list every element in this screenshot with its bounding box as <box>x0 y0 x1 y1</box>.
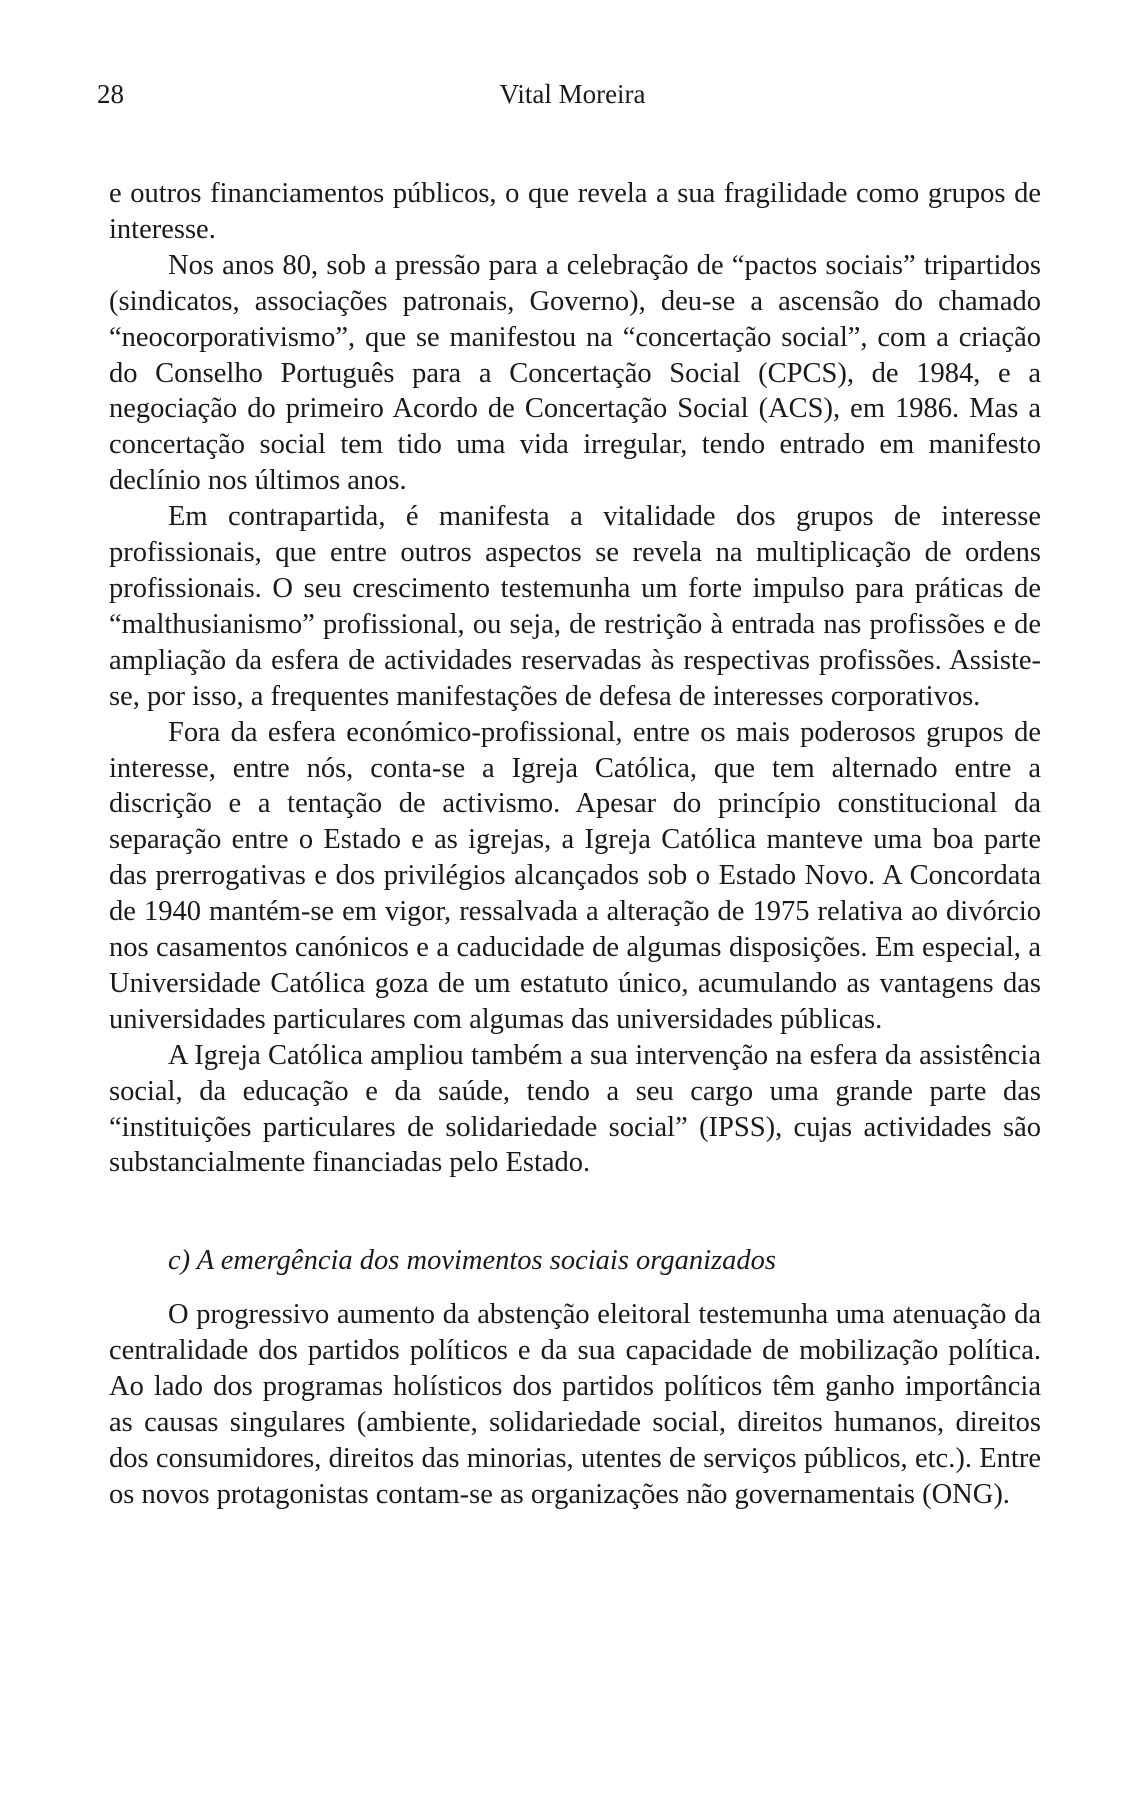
page-number: 28 <box>97 79 124 109</box>
paragraph: A Igreja Católica ampliou também a sua intervenção na esfera da assistência social, da educação e da saúde, tendo a seu cargo uma grande parte das “instituições particulares de solidariedade social” (IPSS), cujas actividades são substancialmente financiadas pelo Estado. <box>109 1039 1041 1179</box>
paragraph: Fora da esfera económico-profissional, entre os mais poderosos grupos de interesse, entre nós, conta-se a Igreja Católica, que tem alternado entre a discrição e a tentação de activismo. Apesar do princípio constitucional da separação entre o Estado e as igrejas, a Igreja Católica manteve uma boa parte das prerrogativas e dos privilégios alcançados sob o Estado Novo. A Concordata de 1940 mantém-se em vigor, ressalvada a alteração de 1975 relativa ao divórcio nos casamentos canónicos e a caducidade de algumas disposições. Em especial, a Universidade Católica goza de um estatuto único, acumulando as vantagens das universidades particulares com algumas das universidades públicas. <box>109 716 1041 1035</box>
running-title: Vital Moreira <box>499 79 646 109</box>
body-text <box>109 176 1041 1513</box>
paragraph: Em contrapartida, é manifesta a vitalidade dos grupos de interesse profissionais, que entre outros aspectos se revela na multiplicação de ordens profissionais. O seu crescimento testemunha um forte impulso para práticas de “malthusianismo” profissional, ou seja, de restrição à entrada nas profissões e de ampliação da esfera de actividades reservadas às respectivas profissões. Assiste-se, por isso, a frequentes manifestações de defesa de interesses corporativos. <box>109 501 1041 712</box>
paragraph: O progressivo aumento da abstenção eleitoral testemunha uma atenuação da centralidade dos partidos políticos e da sua capacidade de mobilização política. Ao lado dos programas holísticos dos partidos políticos têm ganho importância as causas singulares (ambiente, solidariedade social, direitos humanos, direitos dos consumidores, direitos das minorias, utentes de serviços públicos, etc.). Entre os novos protagonistas contam-se as organizações não governamentais (ONG). <box>109 1299 1041 1510</box>
paragraph-continuation: e outros financiamentos públicos, o que revela a sua fragilidade como grupos de interesse. <box>109 178 1041 245</box>
section-heading: c) A emergência dos movimentos sociais organizados <box>168 1245 776 1277</box>
paragraph: Nos anos 80, sob a pressão para a celebração de “pactos sociais” tripartidos (sindicatos, associações patronais, Governo), deu-se a ascensão do chamado “neocorporativismo”, que se manifestou na “concertação social”, com a criação do Conselho Português para a Concertação Social (CPCS), de 1984, e a negociação do primeiro Acordo de Concertação Social (ACS), em 1986. Mas a concertação social tem tido uma vida irregular, tendo entrado em manifesto declínio nos últimos anos. <box>109 249 1041 497</box>
running-header <box>0 76 1145 112</box>
